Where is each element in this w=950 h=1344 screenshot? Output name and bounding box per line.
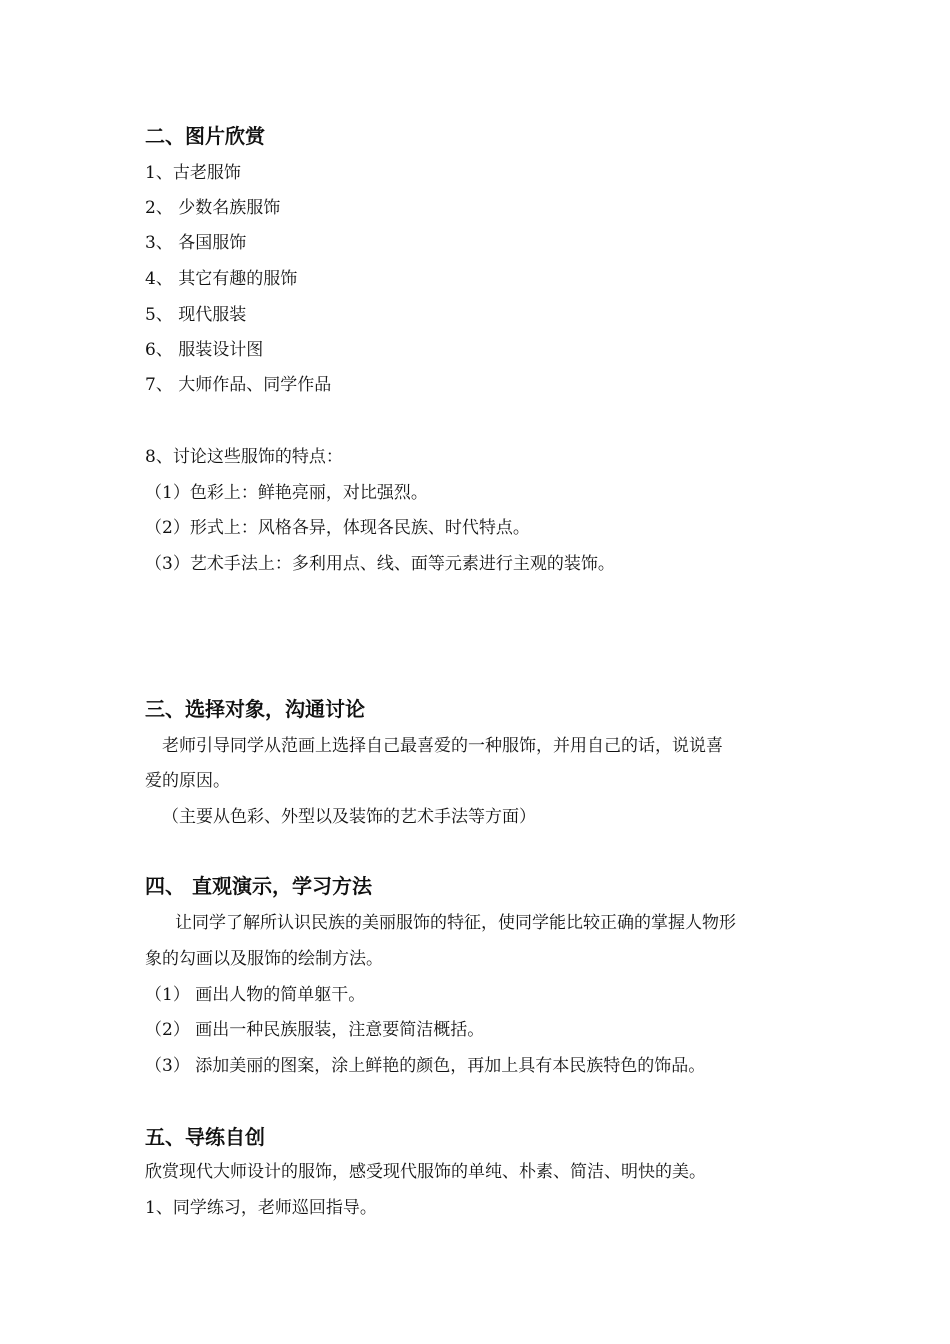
list-item: 7、 大师作品、同学作品 [145,375,332,395]
paragraph-line: 爱的原因。 [145,771,230,791]
section4-heading: 四、 直观演示，学习方法 [145,874,372,898]
section2-heading: 二、图片欣赏 [145,124,265,148]
feature-point: （3）艺术手法上：多利用点、线、面等元素进行主观的装饰。 [145,554,615,574]
step-item: （2） 画出一种民族服装，注意要简洁概括。 [145,1020,485,1040]
discussion-label: 8、讨论这些服饰的特点： [145,447,343,467]
step-item: （3） 添加美丽的图案，涂上鲜艳的颜色，再加上具有本民族特色的饰品。 [145,1056,706,1076]
feature-point: （1）色彩上：鲜艳亮丽，对比强烈。 [145,483,428,503]
list-item: 6、 服装设计图 [145,340,264,360]
section5-heading: 五、导练自创 [145,1125,265,1149]
section3-heading: 三、选择对象，沟通讨论 [145,697,365,721]
list-item: 5、 现代服装 [145,305,247,325]
list-item: 2、 少数名族服饰 [145,198,281,218]
list-item: 3、 各国服饰 [145,233,247,253]
step-item: （1） 画出人物的简单躯干。 [145,985,366,1005]
paragraph-line: 让同学了解所认识民族的美丽服饰的特征，使同学能比较正确的掌握人物形 [175,913,736,933]
paragraph-line: 欣赏现代大师设计的服饰，感受现代服饰的单纯、朴素、简洁、明快的美。 [145,1162,706,1182]
paragraph-line: 老师引导同学从范画上选择自己最喜爱的一种服饰，并用自己的话，说说喜 [162,736,723,756]
paragraph-note: （主要从色彩、外型以及装饰的艺术手法等方面） [162,807,536,827]
list-item: 1、古老服饰 [145,163,241,183]
list-item: 1、同学练习，老师巡回指导。 [145,1198,377,1218]
list-item: 4、 其它有趣的服饰 [145,269,298,289]
feature-point: （2）形式上：风格各异，体现各民族、时代特点。 [145,518,530,538]
paragraph-line: 象的勾画以及服饰的绘制方法。 [145,949,383,969]
